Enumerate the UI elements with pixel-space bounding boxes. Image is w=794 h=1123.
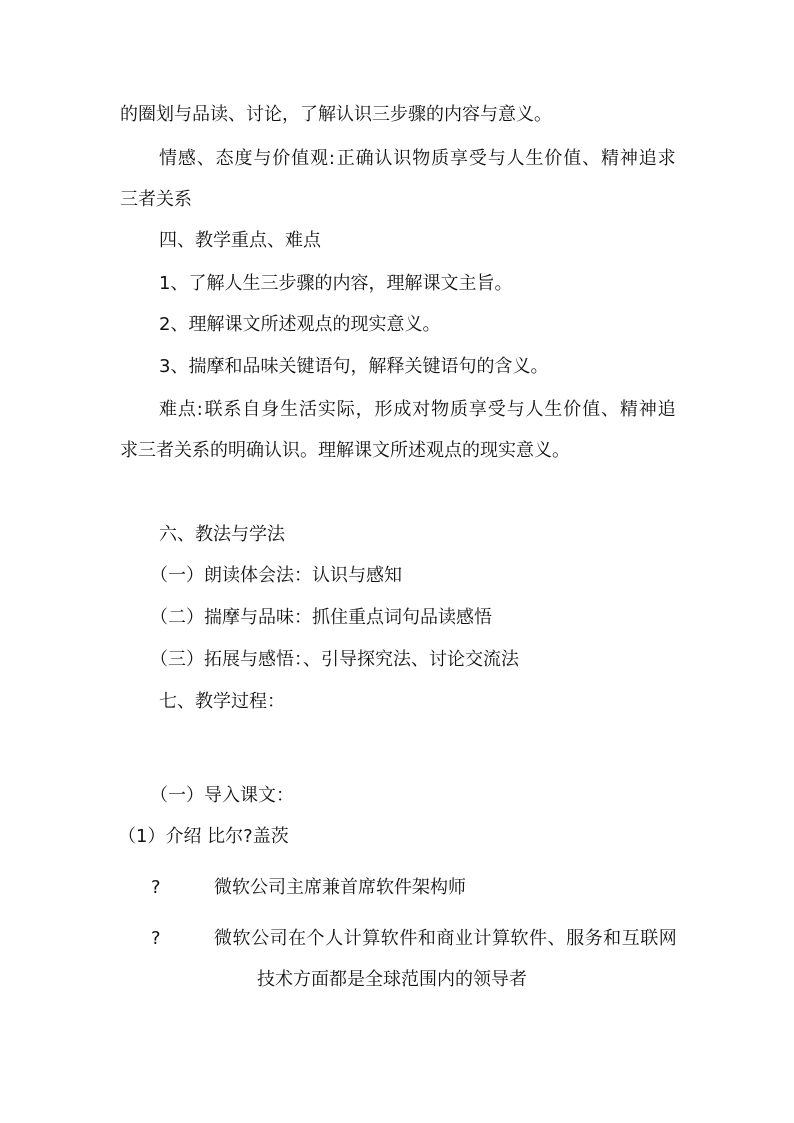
text-char: 和: [603, 928, 622, 949]
section-heading: 四、教学重点、难点: [159, 230, 321, 251]
text-char: 、: [600, 399, 619, 420]
list-item: 1、了解人生三步骤的内容，理解课文主旨。: [159, 273, 513, 294]
text-char: 成: [393, 399, 412, 420]
bullet-icon: ?: [151, 877, 161, 898]
text-char: 形: [374, 399, 393, 420]
text-char: 受: [487, 399, 506, 420]
bullet-text: [214, 927, 677, 951]
justified-line: [214, 927, 677, 951]
text-char: 生: [525, 148, 544, 169]
text-char: 个: [306, 928, 325, 949]
text-char: 人: [325, 928, 344, 949]
text-char: ，: [355, 399, 374, 420]
list-item: （三）拓展与感悟：、引导探究法、讨论交流法: [150, 649, 519, 670]
text-char: 件: [399, 928, 418, 949]
text-char: 、: [547, 928, 566, 949]
text-char: :: [196, 399, 203, 420]
text-char: 感: [177, 148, 196, 169]
text-char: 求: [657, 148, 676, 169]
text-char: 物: [412, 148, 431, 169]
text-char: 自: [242, 399, 261, 420]
text-char: 精: [600, 148, 619, 169]
text-char: 价: [544, 148, 563, 169]
list-item: 2、理解课文所述观点的现实意义。: [159, 314, 441, 335]
text-char: :: [328, 148, 335, 169]
text-char: 难: [159, 399, 177, 420]
text-char: 精: [619, 399, 638, 420]
text-char: 与: [506, 399, 525, 420]
text-char: 情: [159, 148, 177, 169]
paragraph-text: 求三者关系的明确认识。理解课文所述观点的现实意义。: [120, 440, 570, 461]
text-char: 身: [261, 399, 280, 420]
text-char: 态: [215, 148, 234, 169]
text-char: 服: [566, 928, 585, 949]
text-char: 追: [638, 148, 657, 169]
text-char: 受: [468, 148, 487, 169]
justified-line: [159, 398, 676, 422]
text-char: 计: [343, 928, 362, 949]
text-char: 、: [196, 148, 215, 169]
text-char: 人: [506, 148, 525, 169]
text-char: 计: [473, 928, 492, 949]
text-char: 值: [291, 148, 310, 169]
list-item: （一）朗读体会法：认识与感知: [150, 565, 402, 586]
text-char: 点: [177, 399, 196, 420]
subsection-heading: （一）导入课文：: [150, 785, 294, 806]
text-char: 价: [563, 399, 582, 420]
section-heading: 七、教学过程：: [159, 691, 285, 712]
text-char: 在: [288, 928, 307, 949]
text-char: 司: [269, 928, 288, 949]
text-char: 算: [362, 928, 381, 949]
text-char: 微: [214, 928, 232, 949]
text-char: 网: [658, 928, 677, 949]
list-item: 3、揣摩和品味关键语句，解释关键语句的含义。: [159, 356, 549, 377]
text-char: 确: [355, 148, 374, 169]
text-char: 与: [253, 148, 272, 169]
text-char: 神: [638, 399, 657, 420]
text-char: 软: [510, 928, 529, 949]
text-char: 生: [280, 399, 299, 420]
text-char: 互: [621, 928, 640, 949]
text-char: 对: [412, 399, 431, 420]
text-char: 质: [449, 399, 468, 420]
bullet-text: 技术方面都是全球范围内的领导者: [257, 969, 527, 990]
text-char: 公: [251, 928, 270, 949]
text-char: 正: [336, 148, 355, 169]
text-char: 际: [336, 399, 355, 420]
text-char: 软: [232, 928, 251, 949]
text-char: 务: [584, 928, 603, 949]
text-char: 神: [619, 148, 638, 169]
bullet-icon: ?: [151, 928, 161, 949]
text-char: 算: [491, 928, 510, 949]
text-char: 、: [582, 148, 601, 169]
text-char: 与: [487, 148, 506, 169]
text-char: 商: [436, 928, 455, 949]
paragraph-text: 三者关系: [120, 189, 192, 210]
list-item: （1）介绍 比尔?盖茨: [118, 826, 289, 847]
paragraph-text: [159, 398, 676, 422]
text-char: 享: [449, 148, 468, 169]
text-char: 追: [657, 399, 676, 420]
text-char: 活: [298, 399, 317, 420]
text-char: 价: [272, 148, 291, 169]
paragraph-text: 的圈划与品读、讨论，了解认识三步骤的内容与意义。: [120, 104, 552, 125]
text-char: 生: [544, 399, 563, 420]
text-char: 业: [454, 928, 473, 949]
text-char: 享: [468, 399, 487, 420]
list-item: （二）揣摩与品味：抓住重点词句品读感悟: [150, 607, 492, 628]
text-char: 度: [234, 148, 253, 169]
text-char: 质: [431, 148, 450, 169]
justified-line: [159, 147, 676, 171]
text-char: 联: [640, 928, 659, 949]
text-char: 和: [417, 928, 436, 949]
text-char: 识: [393, 148, 412, 169]
text-char: 人: [525, 399, 544, 420]
paragraph-text: [159, 147, 676, 171]
text-char: 联: [204, 399, 223, 420]
text-char: 物: [431, 399, 450, 420]
text-char: 观: [310, 148, 328, 169]
text-char: 值: [582, 399, 601, 420]
text-char: 件: [529, 928, 548, 949]
bullet-text: 微软公司主席兼首席软件架构师: [214, 877, 466, 898]
text-char: 软: [380, 928, 399, 949]
section-heading: 六、教法与学法: [159, 524, 285, 545]
text-char: 实: [317, 399, 336, 420]
text-char: 系: [223, 399, 242, 420]
text-char: 认: [374, 148, 393, 169]
text-char: 值: [563, 148, 582, 169]
